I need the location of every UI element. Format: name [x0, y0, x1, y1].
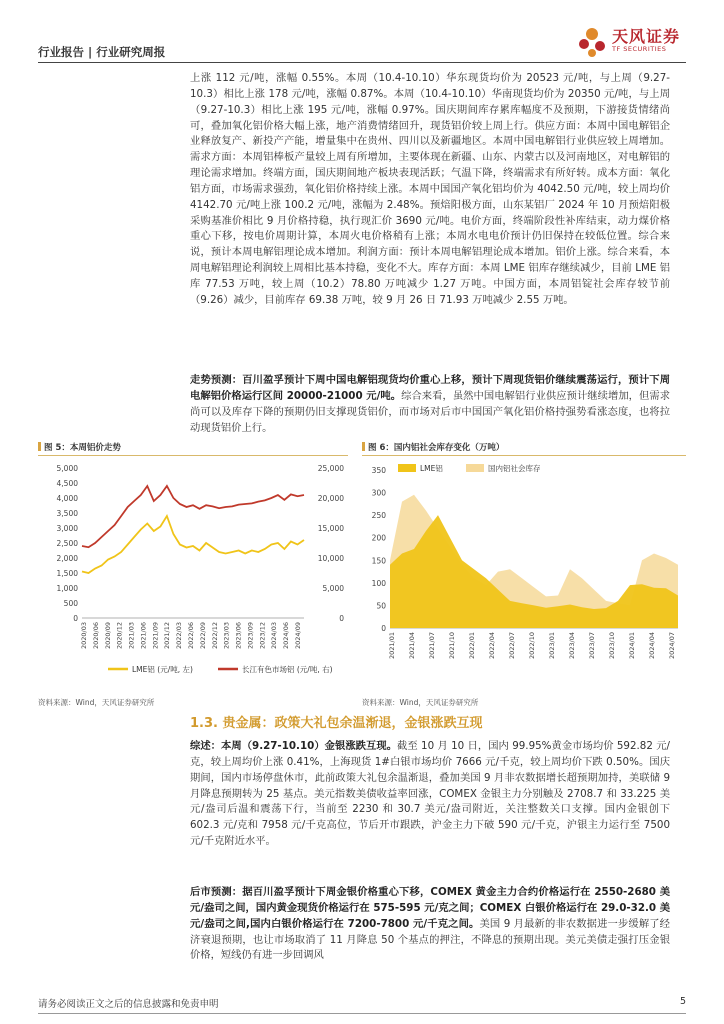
x-tick-label: 2024/01: [628, 632, 636, 660]
header-divider: [38, 62, 686, 63]
x-tick-label: 2021/12: [163, 622, 172, 650]
y-tick-label: 200: [371, 533, 386, 543]
y-right-tick-label: 25,000: [317, 464, 344, 473]
paragraph-precious-metals-summary: [190, 739, 670, 850]
y-left-tick-label: 2,000: [56, 554, 78, 563]
x-tick-label: 2021/03: [127, 622, 136, 650]
y-right-tick-label: 20,000: [317, 494, 344, 503]
x-tick-label: 2024/09: [294, 622, 302, 650]
y-tick-label: 50: [376, 601, 386, 611]
x-tick-label: 2021/06: [139, 622, 148, 650]
y-left-tick-label: 1,000: [56, 584, 78, 593]
page-number: 5: [679, 996, 686, 1007]
figure-6-source: 资料来源：Wind，天风证券研究所: [362, 698, 479, 707]
forecast-rest: 综合来看，虽然中国电解铝行业供应预计继续增加，但需求尚可以及库存下降的预期仍旧支撑现货铝价，而市场对后市中国国产氧化铝价格持强势看涨态度，也将拉动现货铝价上行。: [190, 389, 670, 434]
x-tick-label: 2020/03: [80, 622, 88, 650]
paragraph-precious-metals-forecast: [190, 885, 670, 964]
y-left-tick-label: 4,000: [56, 494, 78, 503]
x-tick-label: 2024/04: [648, 632, 656, 660]
logo-text: 天风证券: [612, 27, 681, 46]
figure-5-caption-text: 图 5：本周铝价走势: [44, 443, 121, 453]
figure-6-caption: [362, 441, 504, 453]
x-tick-label: 2022/10: [528, 632, 536, 660]
paragraph-aluminum-market: 上涨 112 元/吨，涨幅 0.55%。本周（10.4-10.10）华东现货均价为 20523 元/吨，与上周（9.27-10.3）相比上涨 178 元/吨，涨幅 0.87%。本周（10.4-10.10）华南现货均价为 20350 元/吨，与上周（9.27-10.3）相比上涨 195 元/吨，涨幅 0.97%。国庆期间库存累库幅度不及预期，下游接货情绪尚可，叠加氧化铝价格大幅上涨，地产消费情绪回升，现货铝价较上周上行。供应方面：本周中国电解铝企业释放复产、新投产产能，增量集中在贵州、四川以及新疆地区。本周中国电解铝行业供应较上周增加。需求方面：本周铝棒板产量较上周有所增加，主要体现在新疆、山东、内蒙古以及河南地区，对电解铝的理论需求增加。终端方面，国庆期间地产板块表现活跃；气温下降，终端需求有所好转。成本方面：氧化铝方面，市场需求强劲，氧化铝价格持续上涨。本周中国国产氧化铝均价为 4042.50 元/吨，较上周均价 4142.70 元/吨上涨 100.2 元/吨，涨幅为 2.48%。预焙阳极方面，山东某铝厂 2024 年 10 月预焙阳极采购基准价相比 9 月价格持稳，执行现汇价 3690 元/吨。电价方面，终端阶段性补库结束，动力煤价格重心下移，按电价周期计算，本周火电价格稍有上涨；本周水电电价预计仍旧保持在较低位置。综合来说，预计本周电解铝理论成本增加。利润方面：预计本周电解铝理论成本增加。铝价上涨。综合来看，本周电解铝理论利润较上周相比基本持稳，变化不大。库存方面：本周 LME 铝库存继续减少，目前 LME 铝库 77.53 万吨，较上周（10.2）78.80 万吨减少 1.27 万吨。中国方面，本周铝锭社会库存较节前（9.26）减少，目前库存 69.38 万吨，较 9 月 26 日 71.93 万吨减少 2.55 万吨。: [190, 72, 670, 306]
y-tick-label: 150: [371, 556, 386, 566]
x-tick-label: 2020/09: [103, 622, 112, 650]
footer-disclaimer: 请务必阅读正文之后的信息披露和免责申明: [38, 999, 219, 1010]
series-changjiang-line: [82, 486, 304, 547]
caption-marker-icon: [38, 442, 41, 451]
x-tick-label: 2021/10: [448, 632, 456, 660]
x-tick-label: 2023/09: [246, 622, 255, 650]
forecast-bold-lead: 走势预测：百川盈孚预计下周中国电解铝现货均价重心上移，预计下周现货铝价继续震荡运行，预计下周电解铝价格运行区间 20000-21000 元/吨。: [190, 374, 670, 402]
x-tick-label: 2024/07: [668, 632, 676, 660]
y-left-tick-label: 3,500: [56, 509, 78, 518]
legend-lme-label: LME铝: [420, 464, 443, 473]
x-tick-label: 2023/04: [568, 632, 576, 660]
figure-6-caption-text: 图 6：国内铝社会库存变化（万吨）: [368, 443, 505, 453]
x-tick-label: 2022/12: [210, 622, 219, 650]
y-left-tick-label: 3,000: [56, 524, 78, 533]
report-type-title: 行业报告 | 行业研究周报: [38, 45, 166, 59]
x-tick-label: 2023/10: [608, 632, 616, 660]
x-tick-label: 2023/06: [234, 622, 243, 650]
series-lme-area: [390, 515, 678, 628]
x-tick-label: 2020/12: [115, 622, 124, 650]
y-right-tick-label: 15,000: [317, 524, 344, 533]
y-tick-label: 300: [371, 488, 386, 498]
figure-5-divider: [38, 455, 348, 456]
x-tick-label: 2024/03: [270, 622, 279, 650]
y-right-tick-label: 0: [339, 614, 344, 623]
x-tick-label: 2023/01: [548, 632, 556, 660]
x-tick-label: 2022/03: [175, 622, 184, 650]
figure-5-chart: [38, 458, 348, 683]
y-left-tick-label: 500: [63, 599, 78, 608]
y-left-tick-label: 0: [73, 614, 78, 623]
legend-changjiang-label: 长江有色市场铝 (元/吨, 右): [242, 665, 333, 674]
x-tick-label: 2022/01: [468, 632, 476, 660]
x-tick-label: 2021/07: [428, 632, 436, 660]
figure-5-source: 资料来源：Wind，天风证券研究所: [38, 698, 155, 707]
y-tick-label: 100: [371, 578, 386, 588]
x-tick-label: 2023/12: [258, 622, 267, 650]
x-tick-label: 2021/04: [408, 632, 416, 660]
summary-rest: 截至 10 月 10 日，国内 99.95%黄金市场均价 592.82 元/克，较上周均价上涨 0.41%，上海现货 1#白银市场均价 7666 元/千克，较上周均价下跌 0.50%。国庆期间，国内市场停盘休市，此前政策大礼包余温渐退，叠加美国 9 月非农数据增长超预期加持，美联储 9 月降息预期转为 25 基点。美元指数美债收益率回涨，COMEX 金银主力分别触及 2708.7 和 33.225 美元/盎司后温和震荡下行，当前至 2230 和 30.7 美元/盎司附近，关注整数关口支撑。国内金银创下 602.3 元/克和 7958 元/千克高位，节后开市跟跌，沪金主力下破 590 元/千克，沪银主力运行至 7500 元/千克附近水平。: [190, 740, 670, 848]
caption-marker-icon: [362, 442, 365, 451]
x-tick-label: 2021/01: [388, 632, 396, 660]
y-tick-label: 350: [371, 466, 386, 475]
x-tick-label: 2022/07: [508, 632, 516, 660]
summary-bold-lead: 综述：本周（9.27-10.10）金银涨跌互现。: [190, 740, 398, 752]
x-tick-label: 2022/04: [488, 632, 496, 660]
x-tick-label: 2023/03: [222, 622, 231, 650]
legend-lme-swatch: [398, 464, 416, 472]
y-right-tick-label: 10,000: [317, 554, 344, 563]
y-tick-label: 250: [371, 511, 386, 521]
x-tick-label: 2020/06: [91, 622, 100, 650]
y-left-tick-label: 5,000: [56, 464, 78, 473]
x-tick-label: 2023/07: [588, 632, 596, 660]
y-left-tick-label: 2,500: [56, 539, 78, 548]
x-tick-label: 2022/09: [198, 622, 207, 650]
y-left-tick-label: 4,500: [56, 479, 78, 488]
x-tick-label: 2021/09: [151, 622, 160, 650]
outlook-rest: 美国 9 月最新的非农数据进一步缓解了经济衰退预期，也让市场取消了 11 月降息 50 个基点的押注，不降息的预期出现。美元美债走强打压金银价格，短线仍有进一步回调风: [190, 917, 670, 962]
logo-subtext: TF SECURITIES: [612, 45, 667, 53]
legend-domestic-label: 国内铝社会库存: [488, 464, 541, 473]
figure-6-divider: [362, 455, 686, 456]
outlook-bold-lead: 后市预测：据百川盈孚预计下周金银价格重心下移，COMEX 黄金主力合约价格运行在 2550-2680 美元/盎司之间，国内黄金现货价格运行在 575-595 元/克之间；COMEX 白银价格运行在 29.0-32.0 美元/盎司之间,国内白银价格运行在 7200-7800 元/千克之间。: [190, 886, 670, 930]
x-tick-label: 2022/06: [187, 622, 195, 650]
y-right-tick-label: 5,000: [322, 584, 344, 593]
section-heading: 1.3. 贵金属：政策大礼包余温渐退，金银涨跌互现: [190, 716, 483, 731]
figure-6-chart: [362, 458, 686, 683]
legend-domestic-swatch: [466, 464, 484, 472]
y-tick-label: 0: [381, 624, 386, 633]
paragraph-aluminum-forecast: [190, 373, 670, 436]
footer-divider: [38, 1013, 686, 1014]
legend-lme-label: LME铝 (元/吨, 左): [132, 665, 193, 674]
figure-5-caption: [38, 441, 121, 453]
x-tick-label: 2024/06: [282, 622, 291, 650]
y-left-tick-label: 1,500: [56, 569, 78, 578]
